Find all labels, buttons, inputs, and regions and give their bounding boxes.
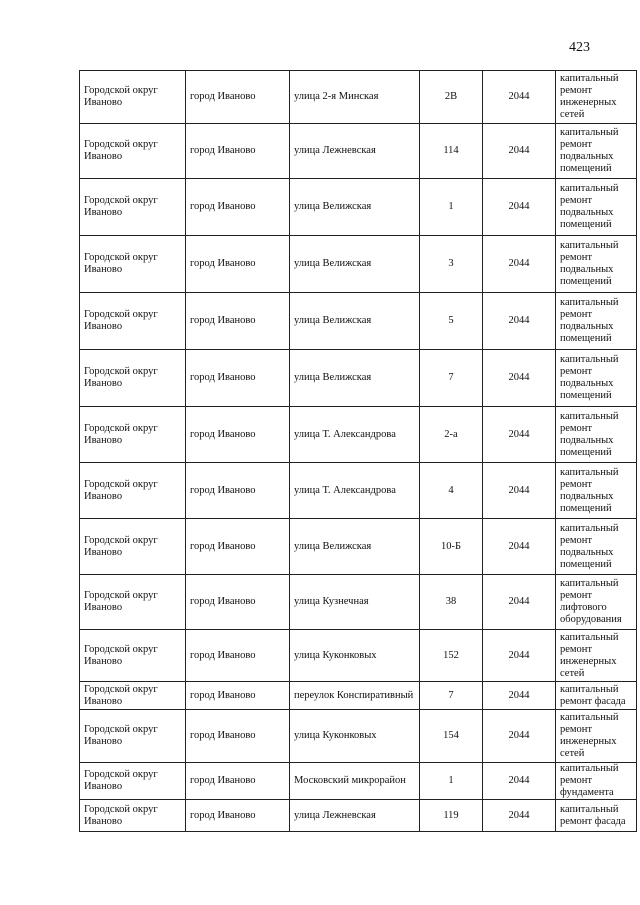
table-row [80, 682, 637, 710]
street-cell: улица Велижская [290, 236, 420, 293]
street-cell: улица Велижская [290, 350, 420, 407]
settlement-cell: город Иваново [186, 293, 290, 350]
municipality-cell: Городской округ Иваново [80, 350, 186, 407]
street-cell: улица Т. Александрова [290, 463, 420, 519]
work-type-cell: капитальный ремонт инженерных сетей [556, 710, 637, 763]
municipality-cell: Городской округ Иваново [80, 179, 186, 236]
settlement-cell: город Иваново [186, 236, 290, 293]
year-cell: 2044 [483, 179, 556, 236]
work-type-cell: капитальный ремонт подвальных помещений [556, 179, 637, 236]
street-cell: улица Т. Александрова [290, 407, 420, 463]
table-row [80, 763, 637, 800]
year-cell: 2044 [483, 407, 556, 463]
table-row [80, 463, 637, 519]
settlement-cell: город Иваново [186, 407, 290, 463]
house-number-cell: 2-а [420, 407, 483, 463]
street-cell: улица Лежневская [290, 124, 420, 179]
settlement-cell: город Иваново [186, 763, 290, 800]
work-type-cell: капитальный ремонт подвальных помещений [556, 124, 637, 179]
year-cell: 2044 [483, 293, 556, 350]
municipality-cell: Городской округ Иваново [80, 463, 186, 519]
house-number-cell: 7 [420, 350, 483, 407]
municipality-cell: Городской округ Иваново [80, 763, 186, 800]
house-number-cell: 154 [420, 710, 483, 763]
page-number: 423 [569, 40, 590, 55]
settlement-cell: город Иваново [186, 710, 290, 763]
work-type-cell: капитальный ремонт фасада [556, 800, 637, 832]
municipality-cell: Городской округ Иваново [80, 710, 186, 763]
table-row [80, 124, 637, 179]
year-cell: 2044 [483, 519, 556, 575]
settlement-cell: город Иваново [186, 630, 290, 682]
house-number-cell: 2В [420, 71, 483, 124]
settlement-cell: город Иваново [186, 463, 290, 519]
work-type-cell: капитальный ремонт подвальных помещений [556, 236, 637, 293]
work-type-cell: капитальный ремонт подвальных помещений [556, 293, 637, 350]
work-type-cell: капитальный ремонт фасада [556, 682, 637, 710]
table-row [80, 293, 637, 350]
table-row [80, 179, 637, 236]
street-cell: улица Лежневская [290, 800, 420, 832]
municipality-cell: Городской округ Иваново [80, 800, 186, 832]
work-type-cell: капитальный ремонт инженерных сетей [556, 630, 637, 682]
house-number-cell: 152 [420, 630, 483, 682]
street-cell: улица Кузнечная [290, 575, 420, 630]
street-cell: Московский микрорайон [290, 763, 420, 800]
municipality-cell: Городской округ Иваново [80, 630, 186, 682]
municipality-cell: Городской округ Иваново [80, 71, 186, 124]
year-cell: 2044 [483, 463, 556, 519]
house-number-cell: 3 [420, 236, 483, 293]
street-cell: улица Велижская [290, 293, 420, 350]
house-number-cell: 7 [420, 682, 483, 710]
table-row [80, 350, 637, 407]
year-cell: 2044 [483, 710, 556, 763]
year-cell: 2044 [483, 71, 556, 124]
street-cell: улица Куконковых [290, 710, 420, 763]
work-type-cell: капитальный ремонт инженерных сетей [556, 71, 637, 124]
year-cell: 2044 [483, 236, 556, 293]
table-row [80, 710, 637, 763]
table-row [80, 236, 637, 293]
settlement-cell: город Иваново [186, 519, 290, 575]
table-row [80, 630, 637, 682]
settlement-cell: город Иваново [186, 575, 290, 630]
work-type-cell: капитальный ремонт подвальных помещений [556, 350, 637, 407]
house-number-cell: 1 [420, 763, 483, 800]
work-type-cell: капитальный ремонт подвальных помещений [556, 519, 637, 575]
year-cell: 2044 [483, 763, 556, 800]
settlement-cell: город Иваново [186, 179, 290, 236]
work-type-cell: капитальный ремонт подвальных помещений [556, 463, 637, 519]
table-row [80, 407, 637, 463]
house-number-cell: 38 [420, 575, 483, 630]
year-cell: 2044 [483, 350, 556, 407]
street-cell: улица Велижская [290, 179, 420, 236]
settlement-cell: город Иваново [186, 350, 290, 407]
year-cell: 2044 [483, 682, 556, 710]
settlement-cell: город Иваново [186, 71, 290, 124]
work-type-cell: капитальный ремонт лифтового оборудования [556, 575, 637, 630]
house-number-cell: 10-Б [420, 519, 483, 575]
table-row [80, 71, 637, 124]
municipality-cell: Городской округ Иваново [80, 575, 186, 630]
street-cell: улица Велижская [290, 519, 420, 575]
year-cell: 2044 [483, 630, 556, 682]
municipality-cell: Городской округ Иваново [80, 293, 186, 350]
settlement-cell: город Иваново [186, 682, 290, 710]
year-cell: 2044 [483, 800, 556, 832]
street-cell: улица 2-я Минская [290, 71, 420, 124]
work-type-cell: капитальный ремонт подвальных помещений [556, 407, 637, 463]
table-body [80, 71, 637, 832]
street-cell: улица Куконковых [290, 630, 420, 682]
table-row [80, 519, 637, 575]
repair-schedule-table [79, 70, 637, 832]
house-number-cell: 114 [420, 124, 483, 179]
municipality-cell: Городской округ Иваново [80, 407, 186, 463]
house-number-cell: 1 [420, 179, 483, 236]
municipality-cell: Городской округ Иваново [80, 682, 186, 710]
municipality-cell: Городской округ Иваново [80, 124, 186, 179]
table-row [80, 575, 637, 630]
house-number-cell: 119 [420, 800, 483, 832]
settlement-cell: город Иваново [186, 124, 290, 179]
municipality-cell: Городской округ Иваново [80, 519, 186, 575]
settlement-cell: город Иваново [186, 800, 290, 832]
house-number-cell: 5 [420, 293, 483, 350]
work-type-cell: капитальный ремонт фундамента [556, 763, 637, 800]
table-row [80, 800, 637, 832]
street-cell: переулок Конспиративный [290, 682, 420, 710]
year-cell: 2044 [483, 124, 556, 179]
house-number-cell: 4 [420, 463, 483, 519]
year-cell: 2044 [483, 575, 556, 630]
municipality-cell: Городской округ Иваново [80, 236, 186, 293]
